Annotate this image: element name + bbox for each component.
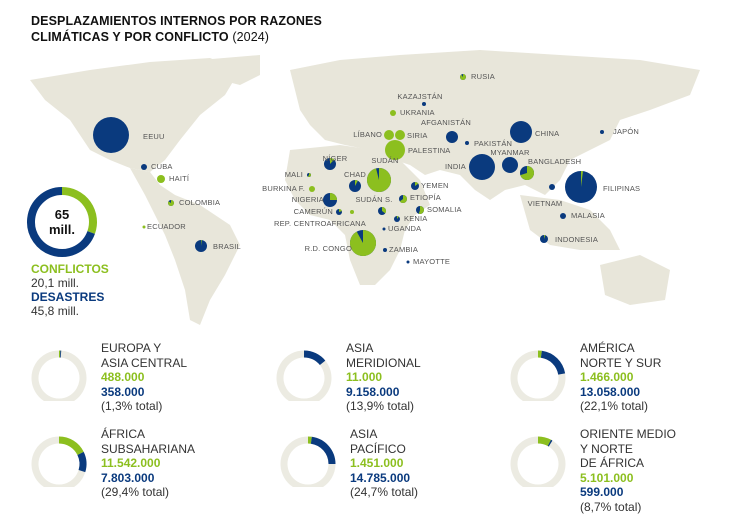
legend-disaster-value: 45,8 mill.: [31, 304, 80, 318]
legend-conflict-label: CONFLICTOS: [31, 262, 109, 276]
region-text: [101, 427, 195, 500]
nigeria-label: NIGERIA: [291, 195, 324, 204]
burkina-f-label: BURKINA F.: [262, 184, 305, 193]
region-total-share: (22,1% total): [580, 399, 649, 413]
malasia-bubble: [560, 213, 566, 219]
region-text: [101, 341, 187, 414]
ecuador-label: ECUADOR: [147, 222, 186, 231]
zambia-label: ZAMBIA: [389, 245, 419, 254]
etiopia-label: ETIOPÍA: [410, 193, 441, 202]
sudan-s-label: SUDÁN S.: [355, 195, 393, 204]
region-disaster-arc: [81, 453, 83, 471]
libano-bubble: [384, 130, 394, 140]
kenia-label: KENIA: [404, 214, 428, 223]
vietnam-label: VIETNAM: [527, 199, 563, 208]
china-bubble: [510, 121, 532, 143]
brasil-label: BRASIL: [213, 242, 241, 251]
rep-centroafricana-bubble: [350, 210, 354, 214]
region-name: ASIA PACÍFICO: [350, 427, 406, 456]
region-donut: [31, 341, 91, 401]
siria-bubble: [395, 130, 405, 140]
niger-label: NÍGER: [322, 154, 348, 163]
legend-conflict-value: 20,1 mill.: [31, 276, 80, 290]
rusia-conflict-slice: [460, 74, 466, 80]
region-total-share: (29,4% total): [101, 485, 170, 499]
uganda-label: UGANDA: [388, 224, 422, 233]
camerun-label: CAMERÚN: [293, 207, 333, 216]
mali-label: MALI: [284, 170, 303, 179]
rep-centroafricana-label: REP. CENTROAFRICANA: [273, 219, 367, 228]
eeuu-label: EEUU: [143, 132, 165, 141]
region-conflict-value: 1.466.000: [580, 370, 634, 384]
china-label: CHINA: [535, 129, 560, 138]
region-africa-subsahariana: [31, 427, 261, 507]
myanmar-label: MYANMAR: [490, 148, 530, 157]
region-disaster-value: 358.000: [101, 384, 145, 399]
region-disaster-value: 599.000: [580, 485, 624, 499]
region-name: AMÉRICA NORTE Y SUR: [580, 341, 662, 370]
region-disaster-arc: [541, 354, 561, 374]
region-text: [580, 427, 676, 514]
region-america-norte-y-sur: [510, 341, 732, 421]
uganda-bubble: [383, 228, 386, 231]
ecuador-bubble: [143, 226, 146, 229]
title-text: CLIMÁTICAS Y POR CONFLICTO: [31, 30, 229, 44]
region-ring-track: [514, 440, 562, 487]
region-asia-meridional: [276, 341, 506, 421]
region-disaster-value: 13.058.000: [580, 384, 641, 399]
total-value: [26, 186, 98, 258]
siria-label: SIRIA: [407, 131, 428, 140]
burkina-f-bubble: [309, 186, 315, 192]
rusia-label: RUSIA: [471, 72, 495, 81]
legend: [31, 262, 109, 318]
region-donut: [280, 427, 340, 487]
yemen-label: YEMEN: [421, 181, 449, 190]
region-text: [350, 427, 418, 500]
region-donut: [276, 341, 336, 401]
indonesia-label: INDONESIA: [555, 235, 599, 244]
region-disaster-value: 9.158.000: [346, 384, 400, 399]
region-disaster-value: 14.785.000: [350, 470, 411, 485]
region-total-share: (1,3% total): [101, 399, 163, 413]
malasia-label: MALASIA: [571, 211, 605, 220]
chad-label: CHAD: [343, 170, 367, 179]
india-label: INDIA: [444, 162, 466, 171]
region-asia-pacifico: [280, 427, 510, 507]
total-unit: mill.: [48, 222, 75, 237]
mayotte-label: MAYOTTE: [413, 257, 451, 266]
region-text: [580, 341, 661, 414]
region-text: [346, 341, 421, 414]
kazajstan-label: KAZAJSTÁN: [397, 92, 443, 101]
somalia-label: SOMALIA: [427, 205, 462, 214]
region-name: ÁFRICA SUBSAHARIANA: [101, 427, 196, 456]
libano-label: LÍBANO: [353, 130, 382, 139]
region-europa-y-asia-central: [31, 341, 261, 421]
india-bubble: [469, 154, 495, 180]
title-line-1: DESPLAZAMIENTOS INTERNOS POR RAZONES: [31, 14, 322, 28]
region-conflict-value: 488.000: [101, 370, 145, 384]
filipinas-label: FILIPINAS: [603, 184, 641, 193]
cuba-label: CUBA: [151, 162, 173, 171]
cuba-bubble: [141, 164, 147, 170]
region-conflict-value: 11.542.000: [101, 456, 161, 470]
region-total-share: (8,7% total): [580, 499, 642, 514]
myanmar-bubble: [502, 157, 518, 173]
afganistan-bubble: [446, 131, 458, 143]
region-donut: [510, 341, 570, 401]
pakistan-bubble: [465, 141, 469, 145]
region-donut: [31, 427, 91, 487]
region-conflict-arc: [538, 440, 549, 443]
legend-disaster-label: DESASTRES: [31, 290, 105, 304]
region-disaster-value: 7.803.000: [101, 470, 155, 485]
region-ring-track: [35, 354, 83, 401]
region-total-share: (24,7% total): [350, 485, 419, 499]
region-disaster-arc: [304, 354, 323, 363]
region-disaster-arc: [311, 440, 332, 464]
bangladesh-label: BANGLADESH: [528, 157, 582, 166]
colombia-label: COLOMBIA: [179, 198, 221, 207]
ukrania-bubble: [390, 110, 396, 116]
title-callout-tail: [44, 49, 60, 57]
region-total-share: (13,9% total): [346, 399, 415, 413]
ukrania-label: UKRANIA: [400, 108, 435, 117]
region-name: ASIA MERIDIONAL: [346, 341, 421, 370]
region-name: ORIENTE MEDIO Y NORTE DE ÁFRICA: [580, 427, 677, 470]
total-donut: [26, 186, 98, 263]
region-conflict-value: 5.101.000: [580, 470, 634, 485]
japon-label: JAPÓN: [613, 127, 640, 136]
palestina-label: PALESTINA: [408, 146, 451, 155]
japon-bubble: [600, 130, 604, 134]
kazajstan-bubble: [422, 102, 426, 106]
r-d-congo-conflict-slice: [350, 230, 376, 256]
eeuu-bubble: [93, 117, 129, 153]
region-conflict-value: 11.000: [346, 370, 383, 384]
region-donut: [510, 427, 570, 487]
r-d-congo-label: R.D. CONGO: [304, 244, 352, 253]
sudan-conflict-slice: [367, 168, 391, 192]
zambia-bubble: [383, 248, 387, 252]
region-oriente-medio-y-norte-de-africa: [510, 427, 732, 514]
region-conflict-arc: [59, 440, 81, 453]
title-line-2: [31, 29, 322, 45]
region-disaster-arc: [549, 443, 550, 444]
sudan-label: SUDÁN: [371, 156, 399, 165]
landmasses: [30, 50, 700, 325]
haiti-label: HAITÍ: [169, 174, 190, 183]
region-name: EUROPA Y ASIA CENTRAL: [101, 341, 188, 370]
pakistan-label: PAKISTÁN: [474, 139, 513, 148]
haiti-bubble: [157, 175, 165, 183]
page-title: [26, 11, 327, 49]
afganistan-label: AFGANISTÁN: [421, 118, 471, 127]
vietnam-bubble: [549, 184, 555, 190]
region-conflict-value: 1.451.000: [350, 456, 404, 470]
mayotte-bubble: [407, 261, 410, 264]
total-number: 65: [54, 207, 70, 222]
title-year: (2024): [232, 30, 270, 44]
